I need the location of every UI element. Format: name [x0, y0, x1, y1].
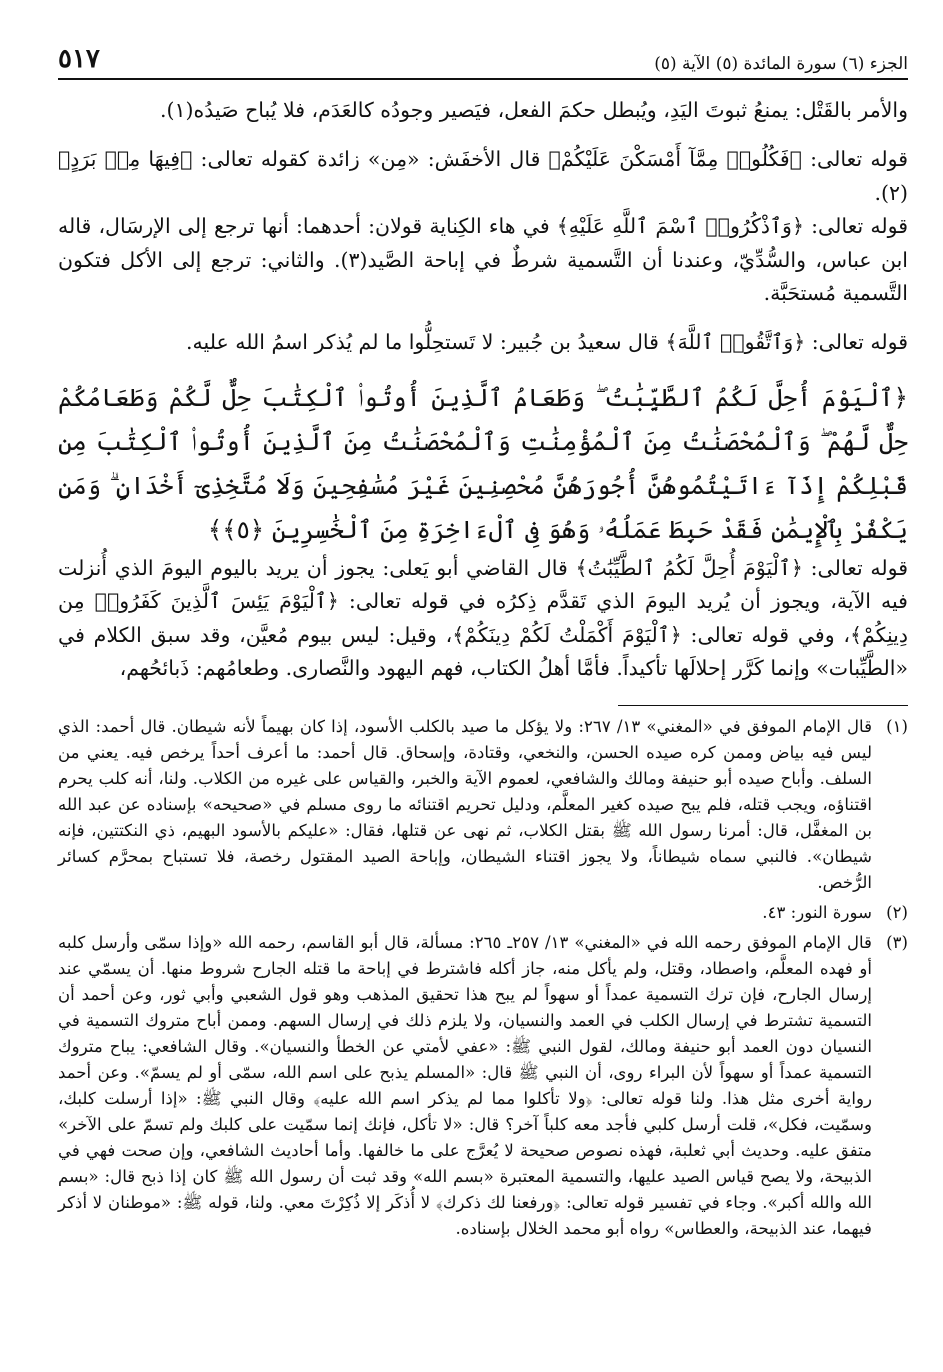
footnote-text: سورة النور: ٤٣. — [762, 903, 872, 923]
footnote — [58, 930, 908, 1242]
document-page — [58, 34, 908, 1354]
footnote — [58, 714, 908, 896]
paragraph-4: قوله تعالى: ﴿وَٱتَّقُوا۟ ٱللَّهَ﴾ قال سعيدُ بن جُبير: لا تَستحِلُّوا ما لم يُذكر اسمُ الله عليه. — [186, 330, 908, 355]
footnote-number: (١) — [886, 717, 908, 737]
paragraph-5: قوله تعالى: ﴿ٱلْيَوْمَ أُحِلَّ لَكُمُ ٱلطَّيِّبَٰتُ﴾ قال القاضي أبو يَعلى: يجوز أن يريد باليوم اليومَ الذي أُنزلت فيه الآية، ويجوز أن يُريد اليومَ الذي تَقدَّم ذِكرُه في قوله تعالى: ﴿ٱلْيَوْمَ يَئِسَ ٱلَّذِينَ كَفَرُوا۟ مِن دِينِكُمْ﴾، وفي قوله تعالى: ﴿ٱلْيَوْمَ أَكْمَلْتُ لَكُمْ دِينَكُمْ﴾، وقيل: ليس بيوم مُعيَّن، وقد سبق الكلام في «الطَّيِّبات» وإنما كَرَّر إحلالَها تأكيداً. فأمَّا أهلُ الكتاب، فهم اليهود والنَّصارى. وطعامُهم: ذَبائحُهم، — [58, 555, 908, 681]
main-text — [58, 94, 908, 685]
footnote-text: قال الإمام الموفق في «المغني» ١٣/ ٢٦٧: ولا يؤكل ما صيد بالكلب الأسود، إذا كان بهيماً لأنه شيطان. قال أحمد: الذي ليس فيه بياض وممن كره صيده الحسن، والنخعي، وقتادة، وإسحاق. قال أحمد: ما أعرف أحداً يرخص فيه. يعني من السلف. وأباح صيده أبو حنيفة ومالك والشافعي، لعموم الآية والخبر، والقياس على غيره من الكلاب. ولنا، أنه كلب يحرم اقتناؤه، ويجب قتله، فلم يبح صيده كغير المعلَّم، ودليل تحريم اقتنائه ما روى مسلم في «صحيحه» بإسناده عن عبد الله بن المغفَّل، قال: أمرنا رسول الله ﷺ بقتل الكلاب، ثم نهى عن قتلها، فقال: «عليكم بالأسود البهيم، ذي النكتتين، فإنه شيطان». فالنبي سماه شيطاناً، ولا يجوز اقتناء الشيطان، وإباحة الصيد المقتول رخصة، فلا تستباح بمحرَّم كسائر الرُّخص. — [58, 717, 873, 893]
page-header — [58, 34, 908, 80]
paragraph-1: والأمر بالقَتْل: يمنعُ ثبوتَ اليَدِ، ويُبطل حكمَ الفعل، فيَصير وجودُه كالعَدَم، فلا يُباح صَيدُه(١). — [159, 98, 908, 122]
footnote-number: (٣) — [886, 933, 908, 953]
paragraph-3: قوله تعالى: ﴿وَٱذْكُرُوا۟ ٱسْمَ ٱللَّهِ عَلَيْهِ﴾ في هاء الكِناية قولان: أحدهما: أنها ترجع إلى الإرسَال، قاله ابن عباس، والسُّدِّيّ، وعندنا أن التَّسمية شرطٌ في إباحة الصَّيد(٣). والثاني: ترجع إلى الأكل فتكون التَّسمية مُستحَبَّة. — [58, 214, 908, 306]
paragraph-2: قوله تعالى: ﴿فَكُلُوا۟ مِمَّآ أَمْسَكْنَ عَلَيْكُمْ﴾ قال الأخفَش: «مِن» زائدة كقوله تعالى: ﴿فِيهَا مِنۢ بَرَدٍ﴾(٢). — [58, 147, 908, 205]
footnote-separator — [618, 705, 908, 706]
footnote-number: (٢) — [886, 903, 908, 923]
footnote — [58, 900, 908, 926]
quran-verse: ﴿ٱلْيَوْمَ أُحِلَّ لَكُمُ ٱلطَّيِّبَٰتُ ۖ وَطَعَامُ ٱلَّذِينَ أُوتُوا۟ ٱلْكِتَٰبَ حِلٌّ لَّكُمْ وَطَعَامُكُمْ حِلٌّ لَّهُمْ ۖ وَٱلْمُحْصَنَٰتُ مِنَ ٱلْمُؤْمِنَٰتِ وَٱلْمُحْصَنَٰتُ مِنَ ٱلَّذِينَ أُوتُوا۟ ٱلْكِتَٰبَ مِن قَبْلِكُمْ إِذَآ ءَاتَيْتُمُوهُنَّ أُجُورَهُنَّ مُحْصِنِينَ غَيْرَ مُسَٰفِحِينَ وَلَا مُتَّخِذِىٓ أَخْدَانٍ ۗ وَمَن يَكْفُرْ بِٱلْإِيمَٰنِ فَقَدْ حَبِطَ عَمَلُهُۥ وَهُوَ فِى ٱلْءَاخِرَةِ مِنَ ٱلْخَٰسِرِينَ ﴿٥﴾﴾ — [58, 382, 908, 544]
footnote-text: قال الإمام الموفق رحمه الله في «المغني» ١٣/ ٢٥٧ـ ٢٦٥: مسألة، قال أبو القاسم، رحمه الله «وإذا سمّى وأرسل كلبه أو فهده المعلَّم، واصطاد، وقتل، ولم يأكل منه، جاز أكله فاشترط في إباحة ما قتله الجارح شروط منها. أن يسمّي عند إرسال الجارح، فإن ترك التسمية عمداً أو سهواً لم يبح هذا تحقيق المذهب وهو قول الشعبي وأبي ثور، وعن أحمد أن التسمية تشترط في إرسال الكلب في العمد والنسيان، ولا يلزم ذلك في إرسال السهم. وممن أباح متروك التسمية في النسيان دون العمد أبو حنيفة ومالك، لقول النبي ﷺ: «عفي لأمتي عن الخطأ والنسيان». وقال الشافعي: يباح متروك التسمية عمداً أو سهواً لأن البراء روى، أن النبي ﷺ قال: «المسلم يذبح على اسم الله، سمّى أو لم يسمّ». وعن أحمد رواية أخرى مثل هذا. ولنا قوله تعالى: ﴿ولا تأكلوا مما لم يذكر اسم الله عليه﴾ وقال النبي ﷺ: «إذا أرسلت كلبك، وسمّيت، فكل»، قلت أرسل كلبي فأجد معه كلباً آخر؟ قال: «لا تأكل، فإنك إنما سمّيت على كلبك ولم تسمّ على الآخر» متفق عليه. وحديث أبي ثعلبة، فهذه نصوص صحيحة لا يُعرَّج على ما خالفها. وأما أحاديث الشافعي، وإن صحت فهي في الذبيحة، ولا يصح قياس الصيد عليها، والتسمية المعتبرة «بسم الله» وقد ثبت أن رسول الله ﷺ كان إذا ذبح قال: «بسم الله والله أكبر». وجاء في تفسير قوله تعالى: ﴿ورفعنا لك ذكرك﴾ لا أُذكَر إلا ذُكِرْتَ معي. ولنا، قوله ﷺ: «موطنان لا أذكر فيهما، عند الذبيحة، والعطاس» رواه أبو محمد الخلال بإسناده. — [58, 933, 872, 1239]
page-number: ٥١٧ — [58, 44, 100, 74]
footnotes — [58, 714, 908, 1242]
running-head: الجزء (٦) سورة المائدة (٥) الآية (٥) — [654, 54, 908, 74]
